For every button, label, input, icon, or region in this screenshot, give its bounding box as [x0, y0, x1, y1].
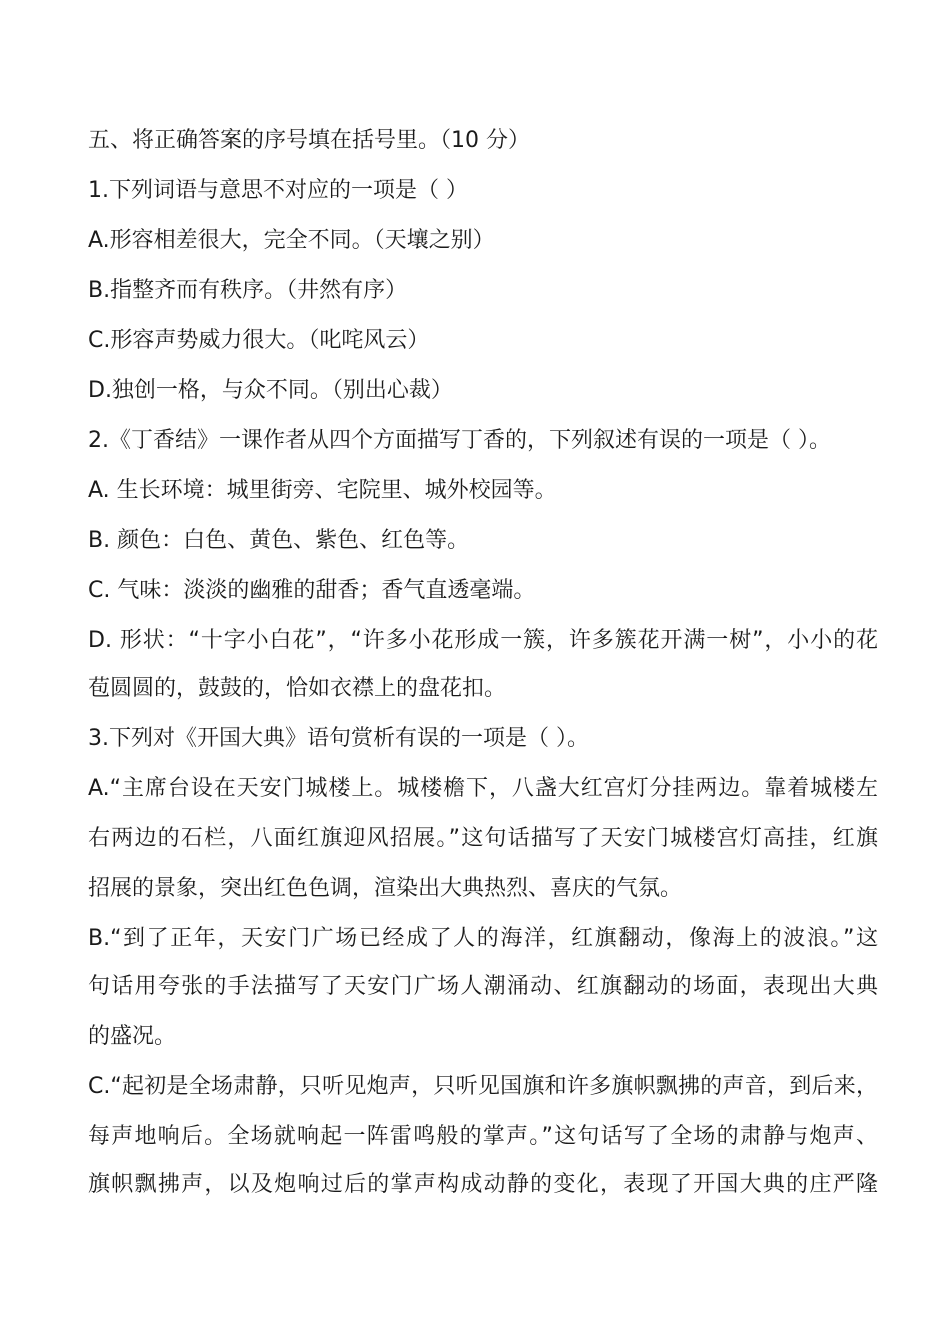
question-3-option-b-line-2: 句话用夸张的手法描写了天安门广场人潮涌动、红旗翻动的场面，表现出大典: [88, 974, 878, 999]
question-2-option-c: C. 气味：淡淡的幽雅的甜香；香气直透毫端。: [88, 578, 536, 603]
question-3-option-a-line-1: A.“主席台设在天安门城楼上。城楼檐下，八盏大红宫灯分挂两边。靠着城楼左: [88, 776, 878, 801]
question-3-option-c-line-1: C.“起初是全场肃静，只听见炮声，只听见国旗和许多旗帜飘拂的声音，到后来，: [88, 1074, 878, 1099]
question-2-option-d-line-2: 苞圆圆的，鼓鼓的，恰如衣襟上的盘花扣。: [88, 676, 507, 701]
question-1-option-a: A.形容相差很大，完全不同。（天壤之别）: [88, 228, 495, 253]
question-3-option-a-line-2: 右两边的石栏，八面红旗迎风招展。”这句话描写了天安门城楼宫灯高挂，红旗: [88, 826, 878, 851]
question-2-stem: 2.《丁香结》一课作者从四个方面描写丁香的，下列叙述有误的一项是（ ）。: [88, 428, 831, 453]
question-2-option-a: A. 生长环境：城里街旁、宅院里、城外校园等。: [88, 478, 557, 503]
question-2-option-b: B. 颜色：白色、黄色、紫色、红色等。: [88, 528, 470, 553]
question-3-option-c-line-2: 每声地响后。全场就响起一阵雷鸣般的掌声。”这句话写了全场的肃静与炮声、: [88, 1124, 878, 1149]
section-title: 五、将正确答案的序号填在括号里。（10 分）: [88, 128, 530, 153]
question-3-option-b-line-3: 的盛况。: [88, 1024, 177, 1049]
question-1-option-b: B.指整齐而有秩序。（井然有序）: [88, 278, 408, 303]
question-3-stem: 3.下列对《开国大典》语句赏析有误的一项是（ ）。: [88, 726, 589, 751]
question-1-option-d: D.独创一格，与众不同。（别出心裁）: [88, 378, 453, 403]
question-1-stem: 1.下列词语与意思不对应的一项是（ ）: [88, 178, 468, 203]
question-1-option-c: C.形容声势威力很大。（叱咤风云）: [88, 328, 430, 353]
question-3-option-a-line-3: 招展的景象，突出红色色调，渲染出大典热烈、喜庆的气氛。: [88, 876, 683, 901]
question-2-option-d-line-1: D. 形状：“十字小白花”，“许多小花形成一簇，许多簇花开满一树”，小小的花: [88, 628, 878, 653]
question-3-option-c-line-3: 旗帜飘拂声，以及炮响过后的掌声构成动静的变化，表现了开国大典的庄严隆: [88, 1172, 878, 1197]
question-3-option-b-line-1: B.“到了正年，天安门广场已经成了人的海洋，红旗翻动，像海上的波浪。”这: [88, 926, 878, 951]
